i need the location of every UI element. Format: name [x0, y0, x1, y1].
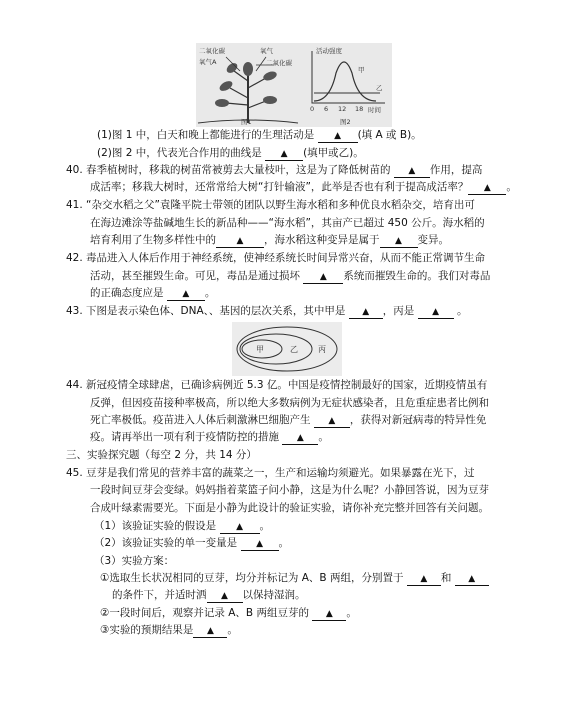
- co2-label-top: 二氧化碳: [199, 47, 225, 55]
- q45-step2: ②一段时间后，观察并记录 A、B 两组豆芽的 ▲ 。: [100, 607, 357, 619]
- answer-blank[interactable]: ▲: [265, 148, 303, 161]
- x-tick-18: 18: [355, 105, 364, 113]
- circle-yi-label: 乙: [290, 345, 298, 354]
- q44-line4: 疫。请再举出一项有利于疫情防控的措施 ▲ 。: [90, 431, 329, 443]
- q41-line3: 培育利用了生物多样性中的 ▲ ，海水稻这种变异是属于 ▲ 变异。: [90, 234, 449, 246]
- answer-blank[interactable]: ▲: [282, 432, 318, 445]
- answer-blank[interactable]: ▲: [407, 573, 441, 586]
- answer-blank[interactable]: ▲: [303, 271, 343, 284]
- q45-step1b: 的条件下，并适时洒 ▲ 以保持湿润。: [112, 589, 306, 601]
- answer-blank[interactable]: ▲: [193, 625, 227, 638]
- q39-part2: (2)图 2 中，代表光合作用的曲线是 ▲ (填甲或乙)。: [97, 147, 364, 159]
- q45-line2: 一段时间豆芽会变绿。妈妈指着菜篮子问小静，这是为什么呢？小静回答说，因为豆芽: [90, 484, 489, 496]
- answer-blank[interactable]: ▲: [167, 288, 205, 301]
- figure-1-plant-diagram: [196, 43, 300, 127]
- q40-line1: 40. 春季植树时，移栽的树苗常被剪去大量枝叶，这是为了降低树苗的 ▲ 作用，提高: [66, 164, 483, 176]
- x-tick-6: 6: [324, 105, 329, 113]
- q40-line2: 成活率；移栽大树时，还常常给大树“打针输液”，此举是否也有利于提高成活率？ ▲ 。: [90, 181, 517, 193]
- q41-line1: 41. “杂交水稻之父”袁隆平院士带领的团队以野生海水稻和多种优良水稻杂交，培育出可: [66, 199, 475, 211]
- q45-line1: 45. 豆芽是我们常见的营养丰富的蔬菜之一，生产和运输均须避光。如果暴露在光下，过: [66, 467, 475, 479]
- q45-step1a: ①选取生长状况相同的豆芽，均分并标记为 A、B 两组，分别置于 ▲ 和 ▲: [100, 571, 489, 586]
- answer-blank[interactable]: ▲: [241, 538, 279, 551]
- plant-drawing: [196, 43, 300, 127]
- x-axis-unit: 时间: [368, 106, 381, 114]
- answer-blank[interactable]: ▲: [455, 573, 489, 586]
- answer-blank[interactable]: ▲: [349, 306, 383, 319]
- o2-a-label: 氧气A: [199, 58, 217, 66]
- q44-line3: 死亡率极低。疫苗进入人体后刺激淋巴细胞产生 ▲ ，获得对新冠病毒的特异性免: [90, 414, 487, 426]
- circle-bing-label: 丙: [318, 345, 326, 354]
- q44-line1: 44. 新冠疫情全球肆虐，已确诊病例近 5.3 亿。中国是疫情控制最好的国家，近期疫情虽有: [66, 379, 488, 391]
- answer-blank[interactable]: ▲: [314, 415, 350, 428]
- answer-blank[interactable]: ▲: [312, 608, 346, 621]
- q45-sub1: （1）该验证实验的假设是 ▲ 。: [94, 520, 271, 532]
- q42-line2: 活动，甚至摧毁生命。可见，毒品是通过损坏 ▲ 系统而摧毁生命的。我们对毒品: [90, 270, 491, 282]
- answer-blank[interactable]: ▲: [220, 521, 260, 534]
- answer-blank[interactable]: ▲: [216, 235, 264, 248]
- co2-b-label: 二氧化碳: [266, 59, 292, 67]
- section-3-heading: 三、实验探究题（每空 2 分，共 14 分）: [66, 449, 257, 461]
- answer-blank[interactable]: ▲: [418, 306, 454, 319]
- q44-line2: 反弹，但因疫苗接种率极高，所以绝大多数病例为无症状感染者，且危重症患者比例和: [90, 397, 489, 409]
- q42-line3: 的正确态度应是 ▲ 。: [90, 287, 216, 299]
- q45-line3: 合成叶绿素需要光。下面是小静为此设计的验证实验，请你补充完整并回答有关问题。: [90, 502, 489, 514]
- q43-line: 43. 下图是表示染色体、DNA、、基因的层次关系，其中甲是 ▲ ，丙是 ▲ 。: [66, 305, 468, 317]
- answer-blank[interactable]: ▲: [207, 590, 243, 603]
- q42-line1: 42. 毒品进入人体后作用于神经系统，使神经系统长时间异常兴奋，从而不能正常调节生命: [66, 252, 486, 264]
- y-axis-label: 活动强度: [316, 47, 342, 55]
- nested-circles-figure: [232, 322, 342, 376]
- figure-1-caption: 图1: [241, 118, 252, 126]
- x-tick-0: 0: [310, 105, 315, 113]
- answer-blank[interactable]: ▲: [468, 182, 506, 195]
- answer-blank[interactable]: ▲: [380, 235, 418, 248]
- o2-label-top: 氧气: [260, 47, 273, 55]
- q39-part1: (1)图 1 中，白天和晚上都能进行的生理活动是 ▲ (填 A 或 B)。: [97, 129, 422, 141]
- q41-line2: 在海边滩涂等盐碱地生长的新品种——“海水稻”，其亩产已超过 450 公斤。海水稻的: [90, 217, 485, 229]
- figure-2-activity-chart: [300, 43, 392, 127]
- q45-step3: ③实验的预期结果是 ▲ 。: [100, 624, 238, 636]
- answer-blank[interactable]: ▲: [394, 165, 430, 178]
- figure-2-caption: 图2: [340, 118, 351, 126]
- curve-jia: [314, 62, 376, 101]
- curve-yi-label: 乙: [376, 84, 383, 92]
- q45-sub2: （2）该验证实验的单一变量是 ▲ 。: [94, 537, 290, 549]
- curve-jia-label: 甲: [358, 66, 365, 74]
- answer-blank[interactable]: ▲: [318, 130, 358, 143]
- q45-sub3: （3）实验方案：: [94, 555, 175, 567]
- x-tick-12: 12: [338, 105, 347, 113]
- circle-jia-label: 甲: [256, 345, 264, 354]
